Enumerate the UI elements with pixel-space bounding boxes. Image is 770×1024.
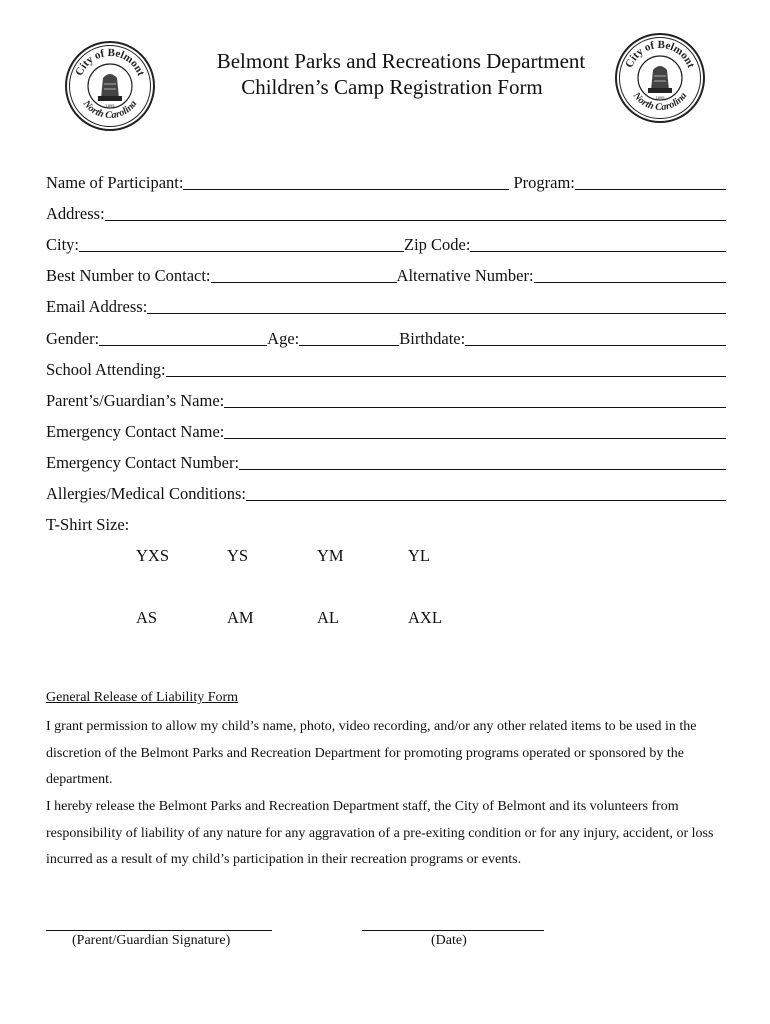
release-paragraph-2: I hereby release the Belmont Parks and Recreation Department staff, the City of Belmont and its volunteers from responsibility of liability of any nature for any aggravation of a pre-exiting condition or for any injury, accident, or loss incurred as a result of my child’s participation in their recreation programs or events.: [46, 799, 714, 867]
date-caption: (Date): [431, 933, 467, 948]
date-line[interactable]: [362, 930, 544, 931]
alt-number-label: Alternative Number:: [396, 266, 534, 285]
email-line[interactable]: [147, 295, 726, 314]
form-title-line2: Children’s Camp Registration Form: [241, 75, 543, 99]
emergency-number-label: Emergency Contact Number:: [46, 453, 240, 472]
seal-bottom-text: North Carolina: [630, 90, 690, 114]
size-option-al[interactable]: AL: [317, 608, 339, 627]
allergies-line[interactable]: [246, 482, 726, 501]
email-label: Email Address:: [46, 297, 148, 316]
row-school: [46, 356, 726, 380]
program-label: Program:: [513, 173, 575, 192]
size-option-ym[interactable]: YM: [317, 546, 344, 565]
size-option-as[interactable]: AS: [136, 608, 158, 627]
size-option-am[interactable]: AM: [227, 608, 254, 627]
city-label: City:: [46, 235, 80, 254]
city-line[interactable]: [79, 233, 404, 252]
release-paragraph-1: I grant permission to allow my child’s name, photo, video recording, and/or any other related items to be used in the discretion of the Belmont Parks and Recreation Department for promoting programs operated or sponsored by the department.: [46, 719, 697, 787]
seal-top-text: City of Belmont: [73, 46, 147, 78]
row-gender: [46, 325, 726, 349]
participant-label: Name of Participant:: [46, 173, 184, 192]
signature-caption: (Parent/Guardian Signature): [72, 933, 231, 948]
row-phone: [46, 262, 726, 286]
seal-year: 1895: [655, 95, 665, 100]
row-city: [46, 231, 726, 255]
signature-line[interactable]: [46, 930, 272, 931]
size-option-ys[interactable]: YS: [227, 546, 249, 565]
address-line[interactable]: [105, 202, 726, 221]
size-option-axl[interactable]: AXL: [408, 608, 442, 627]
size-option-yxs[interactable]: YXS: [136, 546, 170, 565]
emergency-name-label: Emergency Contact Name:: [46, 422, 225, 441]
gender-label: Gender:: [46, 329, 100, 348]
zip-line[interactable]: [470, 233, 726, 252]
age-label: Age:: [267, 329, 300, 348]
seal-bottom-text: North Carolina: [80, 98, 140, 122]
row-emergency-name: [46, 418, 726, 442]
participant-line[interactable]: [183, 171, 509, 190]
allergies-label: Allergies/Medical Conditions:: [46, 484, 246, 503]
row-address: [46, 200, 726, 224]
guardian-line[interactable]: [224, 389, 726, 408]
seal-year: 1895: [105, 103, 115, 108]
row-guardian: [46, 387, 726, 411]
birthdate-line[interactable]: [465, 327, 726, 346]
row-participant: [46, 169, 726, 193]
form-title-line1: Belmont Parks and Recreations Department: [216, 49, 586, 73]
program-line[interactable]: [575, 171, 726, 190]
row-email: [46, 293, 726, 317]
tshirt-label: T-Shirt Size:: [46, 515, 130, 534]
school-line[interactable]: [166, 358, 726, 377]
birthdate-label: Birthdate:: [399, 329, 466, 348]
seal-top-text: City of Belmont: [623, 38, 697, 70]
gender-line[interactable]: [99, 327, 267, 346]
row-emergency-number: [46, 449, 726, 473]
age-line[interactable]: [299, 327, 399, 346]
best-number-line[interactable]: [211, 264, 397, 283]
size-option-yl[interactable]: YL: [408, 546, 430, 565]
alt-number-line[interactable]: [534, 264, 726, 283]
emergency-number-line[interactable]: [239, 451, 726, 470]
emergency-name-line[interactable]: [224, 420, 726, 439]
svg-text:North Carolina: [80, 98, 139, 121]
zip-label: Zip Code:: [404, 235, 471, 254]
release-heading: General Release of Liability Form: [46, 690, 239, 705]
row-tshirt: [46, 511, 726, 535]
school-label: School Attending:: [46, 360, 166, 379]
address-label: Address:: [46, 204, 105, 223]
guardian-label: Parent’s/Guardian’s Name:: [46, 391, 225, 410]
row-allergies: [46, 480, 726, 504]
best-number-label: Best Number to Contact:: [46, 266, 211, 285]
